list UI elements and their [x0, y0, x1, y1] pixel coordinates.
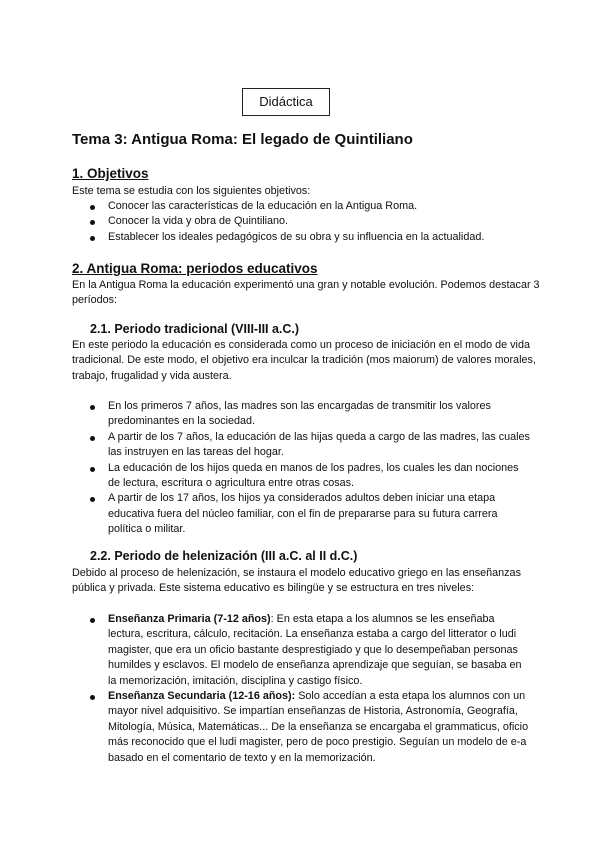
subsection-2-1-list [90, 399, 530, 538]
list-item-text: Conocer las características de la educación en la Antigua Roma. [108, 200, 418, 212]
section-1-objectives-list [90, 199, 530, 245]
bullet-icon [90, 436, 95, 441]
subsection-2-1-intro: En este periodo la educación es considerada como un proceso de iniciación en el modo de vida tradicional. De este modo, el objetivo era inculcar la tradición (mos maiorum) de valores morales, trabajo, frugalidad y vida austera. [72, 339, 536, 382]
bullet-icon [90, 467, 95, 472]
list-item-text: A partir de los 17 años, los hijos ya considerados adultos deben iniciar una etapa educativa fuera del núcleo familiar, con el fin de prepararse para su futura carrera política o militar. [108, 492, 498, 536]
list-item [90, 430, 530, 461]
list-item [90, 461, 530, 492]
document-title: Tema 3: Antigua Roma: El legado de Quintiliano [72, 131, 413, 148]
list-item [90, 491, 530, 537]
bullet-icon [90, 220, 95, 225]
list-item [90, 214, 530, 229]
list-item [90, 399, 530, 430]
list-item-text: Establecer los ideales pedagógicos de su obra y su influencia en la actualidad. [108, 230, 485, 243]
list-item-lead: Enseñanza Primaria (7-12 años) [108, 613, 271, 625]
section-1-intro: Este tema se estudia con los siguientes objetivos: [72, 185, 311, 197]
subsection-2-2-list [90, 612, 530, 766]
section-1-heading: 1. Objetivos [72, 166, 149, 181]
bullet-icon [90, 205, 95, 210]
list-item-text: La educación de los hijos queda en manos de los padres, los cuales les dan nociones de lectura, escritura o agricultura entre otras cosas. [108, 461, 519, 490]
list-item-lead: Enseñanza Secundaria (12-16 años): [108, 690, 296, 703]
subject-title-box: Didáctica [242, 88, 330, 116]
list-item-text: A partir de los 7 años, la educación de las hijas queda a cargo de las madres, las cuales las instruyen en las tareas del hogar. [108, 430, 530, 459]
subsection-2-2-intro: Debido al proceso de helenización, se instaura el modelo educativo griego en las enseñanzas pública y privada. Este sistema educativo es bilingüe y se estructura en tres niveles: [72, 567, 521, 595]
list-item [90, 230, 530, 245]
bullet-icon [90, 695, 95, 700]
bullet-icon [90, 618, 95, 623]
list-item [90, 612, 530, 689]
section-2-intro: En la Antigua Roma la educación experimentó una gran y notable evolución. Podemos destacar 3 períodos: [72, 279, 540, 307]
bullet-icon [90, 497, 95, 502]
bullet-icon [90, 405, 95, 410]
list-item-text: : En esta etapa a los alumnos se les enseñaba lectura, escritura, cálculo, recitación. La enseñanza estaba a cargo del litterator o ludi magister, que era un oficio bastante desprestigiado y que lo desempeñaban personas humildes y esclavos. El modelo de enseñanza aprendizaje que seguían, se basaba en la memorización, imitación, disciplina y castigo físico. [108, 613, 522, 687]
subsection-2-1-heading: 2.1. Periodo tradicional (VIII-III a.C.) [90, 322, 300, 336]
list-item-text: Conocer la vida y obra de Quintiliano. [108, 215, 289, 228]
section-2-heading: 2. Antigua Roma: periodos educativos [72, 261, 318, 276]
subsection-2-2-heading: 2.2. Periodo de helenización (III a.C. al II d.C.) [90, 549, 358, 563]
list-item-text: Solo accedían a esta etapa los alumnos con un mayor nivel adquisitivo. Se impartían enseñanzas de Historia, Astronomía, Geografía, Mitología, Música, Matemáticas... De la enseñanza se encargaba el grammaticus, oficio más reconocido que el ludi magister, pero de poco prestigio. Seguían un modelo de e-a basado en el comentario de texto y en la memorización. [108, 690, 529, 764]
bullet-icon [90, 236, 95, 241]
list-item-text: En los primeros 7 años, las madres son las encargadas de transmitir los valores predominantes en la sociedad. [108, 400, 491, 428]
list-item [90, 199, 530, 214]
list-item [90, 689, 530, 766]
